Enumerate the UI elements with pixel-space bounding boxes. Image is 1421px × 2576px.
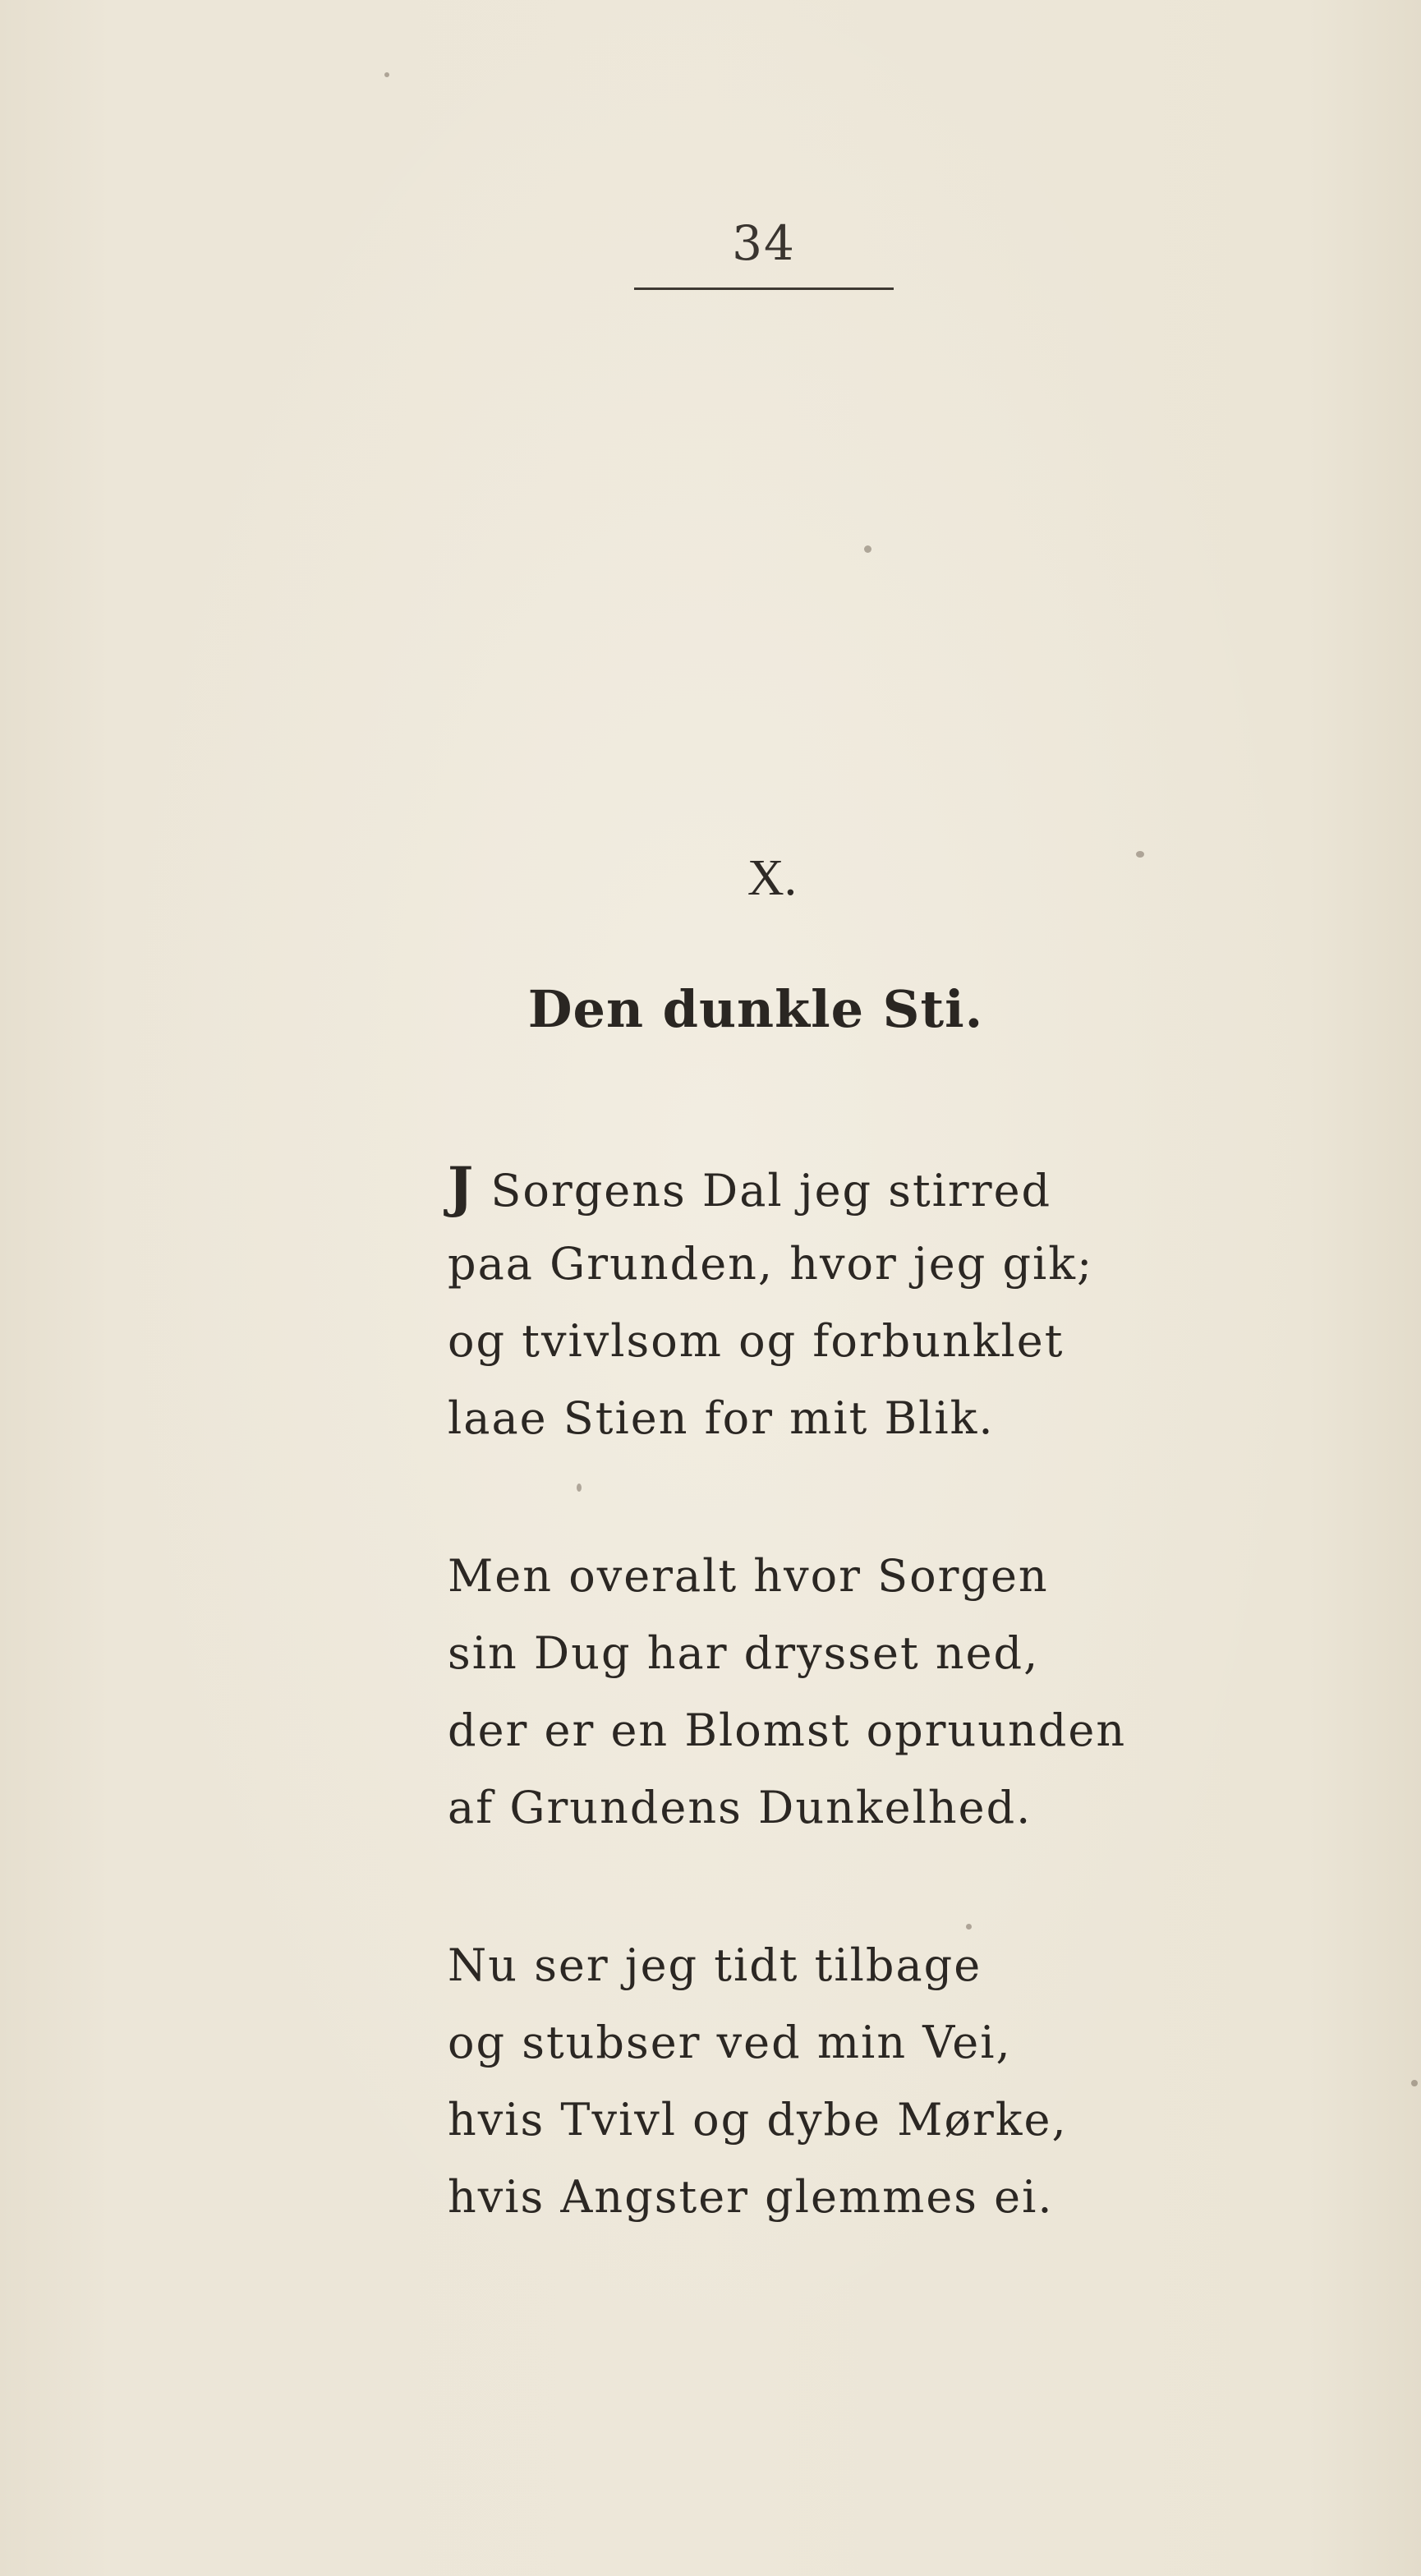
stanza-1	[448, 1148, 1094, 1457]
page-number-rule	[634, 288, 894, 290]
poem-line: sin Dug har drysset ned,	[448, 1627, 1040, 1679]
poem-body	[448, 1148, 1127, 2316]
poem-line: paa Grunden, hvor jeg gik;	[448, 1238, 1094, 1290]
poem-line: hvis Angster glemmes ei.	[448, 2171, 1054, 2223]
poem-line: Men overalt hvor Sorgen	[448, 1550, 1049, 1602]
line-text: Sorgens Dal jeg stirred	[475, 1165, 1052, 1217]
drop-cap: J	[448, 1155, 476, 1219]
poem-line: Nu ser jeg tidt tilbage	[448, 1939, 982, 1991]
poem-line: laae Stien for mit Blik.	[448, 1392, 995, 1444]
paper-speck	[864, 545, 871, 553]
poem-line: hvis Tvivl og dybe Mørke,	[448, 2094, 1068, 2146]
stanza-3	[448, 1927, 1072, 2236]
poem-title: Den dunkle Sti.	[527, 979, 984, 1039]
poem-line: og stubser ved min Vei,	[448, 2017, 1012, 2068]
poem-line: og tvivlsom og forbunklet	[448, 1315, 1065, 1367]
page-number: 34	[732, 215, 796, 271]
stanza-2	[448, 1538, 1127, 1847]
paper-speck	[1136, 851, 1144, 858]
poem-line: af Grundens Dunkelhed.	[448, 1782, 1032, 1833]
poem-line	[448, 1148, 1072, 1226]
paper-speck	[1411, 2080, 1418, 2086]
section-numeral: X.	[747, 850, 798, 906]
poem-line: der er en Blomst opruunden	[448, 1704, 1127, 1756]
paper-speck	[384, 72, 389, 77]
